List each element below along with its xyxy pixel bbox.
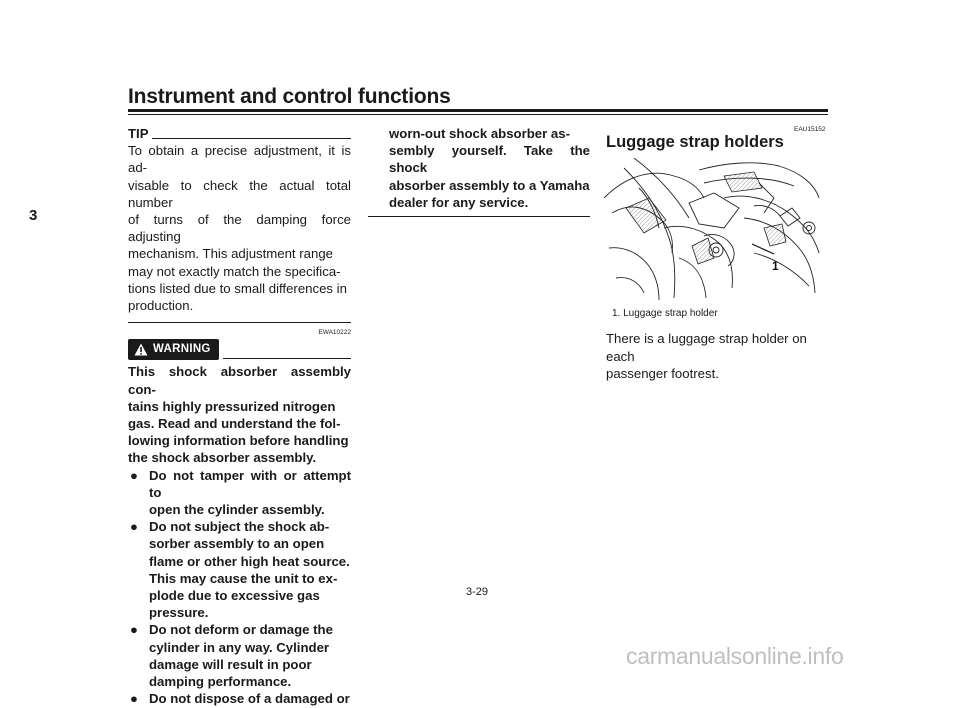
luggage-body xyxy=(606,330,831,383)
luggage-strap-holder-illustration xyxy=(604,158,830,300)
tip-line: production. xyxy=(128,298,194,314)
warning-badge xyxy=(128,339,219,360)
column-left xyxy=(128,125,351,708)
tip-end-rule xyxy=(128,322,351,323)
bullet-line: damping performance. xyxy=(149,674,292,690)
warning-intro-line: tains highly pressurized nitrogen xyxy=(128,398,336,414)
tip-line: visable to check the actual total number xyxy=(128,177,351,210)
warning-continued-line: worn-out shock absorber as- xyxy=(389,126,570,141)
section-code: EAU15152 xyxy=(794,126,826,133)
bullet-line: plode due to excessive gas xyxy=(149,588,320,604)
warning-code: EWA10222 xyxy=(318,329,351,337)
warning-intro-line: gas. Read and understand the fol- xyxy=(128,416,341,432)
warning-heading xyxy=(128,339,351,360)
header-rule xyxy=(128,109,828,112)
tip-line: of turns of the damping force adjusting xyxy=(128,212,351,245)
bullet-line: Do not tamper with or attempt to xyxy=(149,467,351,500)
warning-bullet xyxy=(128,621,351,690)
bullet-line: damage will result in poor xyxy=(149,656,312,672)
warning-intro-line: lowing information before handling xyxy=(128,433,349,449)
warning-bullet xyxy=(128,467,351,519)
bullet-line: Do not subject the shock ab- xyxy=(149,519,330,535)
warning-triangle-icon xyxy=(134,343,148,356)
header-rule-thin xyxy=(128,114,828,115)
page-title: Instrument and control functions xyxy=(128,85,451,108)
page-number: 3-29 xyxy=(466,586,489,598)
tip-line: may not exactly match the specifica- xyxy=(128,263,341,279)
warning-rule xyxy=(223,358,351,359)
bullet-line: This may cause the unit to ex- xyxy=(149,570,338,586)
tip-line: mechanism. This adjustment range xyxy=(128,246,333,262)
tip-heading xyxy=(128,125,351,142)
tip-rule xyxy=(152,138,351,139)
bullet-dot-icon: ● xyxy=(130,622,138,638)
bullet-line: cylinder in any way. Cylinder xyxy=(149,639,330,655)
warning-bullet xyxy=(128,690,351,707)
bullet-line: open the cylinder assembly. xyxy=(149,502,325,518)
bullet-line: Do not deform or damage the xyxy=(149,622,333,638)
chapter-tab: 3 xyxy=(29,207,38,224)
warning-intro xyxy=(128,363,351,466)
warning-continued-line: absorber assembly to a Yamaha xyxy=(389,177,590,193)
warning-continued xyxy=(368,125,590,211)
bullet-line: flame or other high heat source. xyxy=(149,553,350,569)
bullet-line: pressure. xyxy=(149,605,209,621)
warning-end-rule xyxy=(368,216,590,217)
callout-number: 1 xyxy=(772,259,779,273)
watermark: carmanualsonline.info xyxy=(626,643,844,669)
tip-label: TIP xyxy=(128,126,149,141)
warning-label: WARNING xyxy=(153,343,211,356)
tip-line: tions listed due to small differences in xyxy=(128,280,347,296)
column-middle xyxy=(368,125,590,217)
bullet-line: Do not dispose of a damaged or xyxy=(149,691,350,707)
warning-intro-line: This shock absorber assembly con- xyxy=(128,364,351,397)
tip-line: To obtain a precise adjustment, it is ad- xyxy=(128,143,351,176)
warning-continued-line: dealer for any service. xyxy=(389,194,529,210)
luggage-body-line: There is a luggage strap holder on each xyxy=(606,331,807,364)
warning-intro-line: the shock absorber assembly. xyxy=(128,450,317,466)
bullet-dot-icon: ● xyxy=(130,691,138,707)
tip-body xyxy=(128,142,351,314)
warning-continued-line: sembly yourself. Take the shock xyxy=(389,143,590,176)
bullet-line: sorber assembly to an open xyxy=(149,536,325,552)
figure-caption: 1. Luggage strap holder xyxy=(612,308,718,319)
section-title: Luggage strap holders xyxy=(606,133,784,151)
luggage-body-line: passenger footrest. xyxy=(606,366,719,381)
warning-bullets xyxy=(128,467,351,708)
warning-bullet xyxy=(128,518,351,621)
bullet-dot-icon: ● xyxy=(130,467,138,483)
bullet-dot-icon: ● xyxy=(130,519,138,535)
